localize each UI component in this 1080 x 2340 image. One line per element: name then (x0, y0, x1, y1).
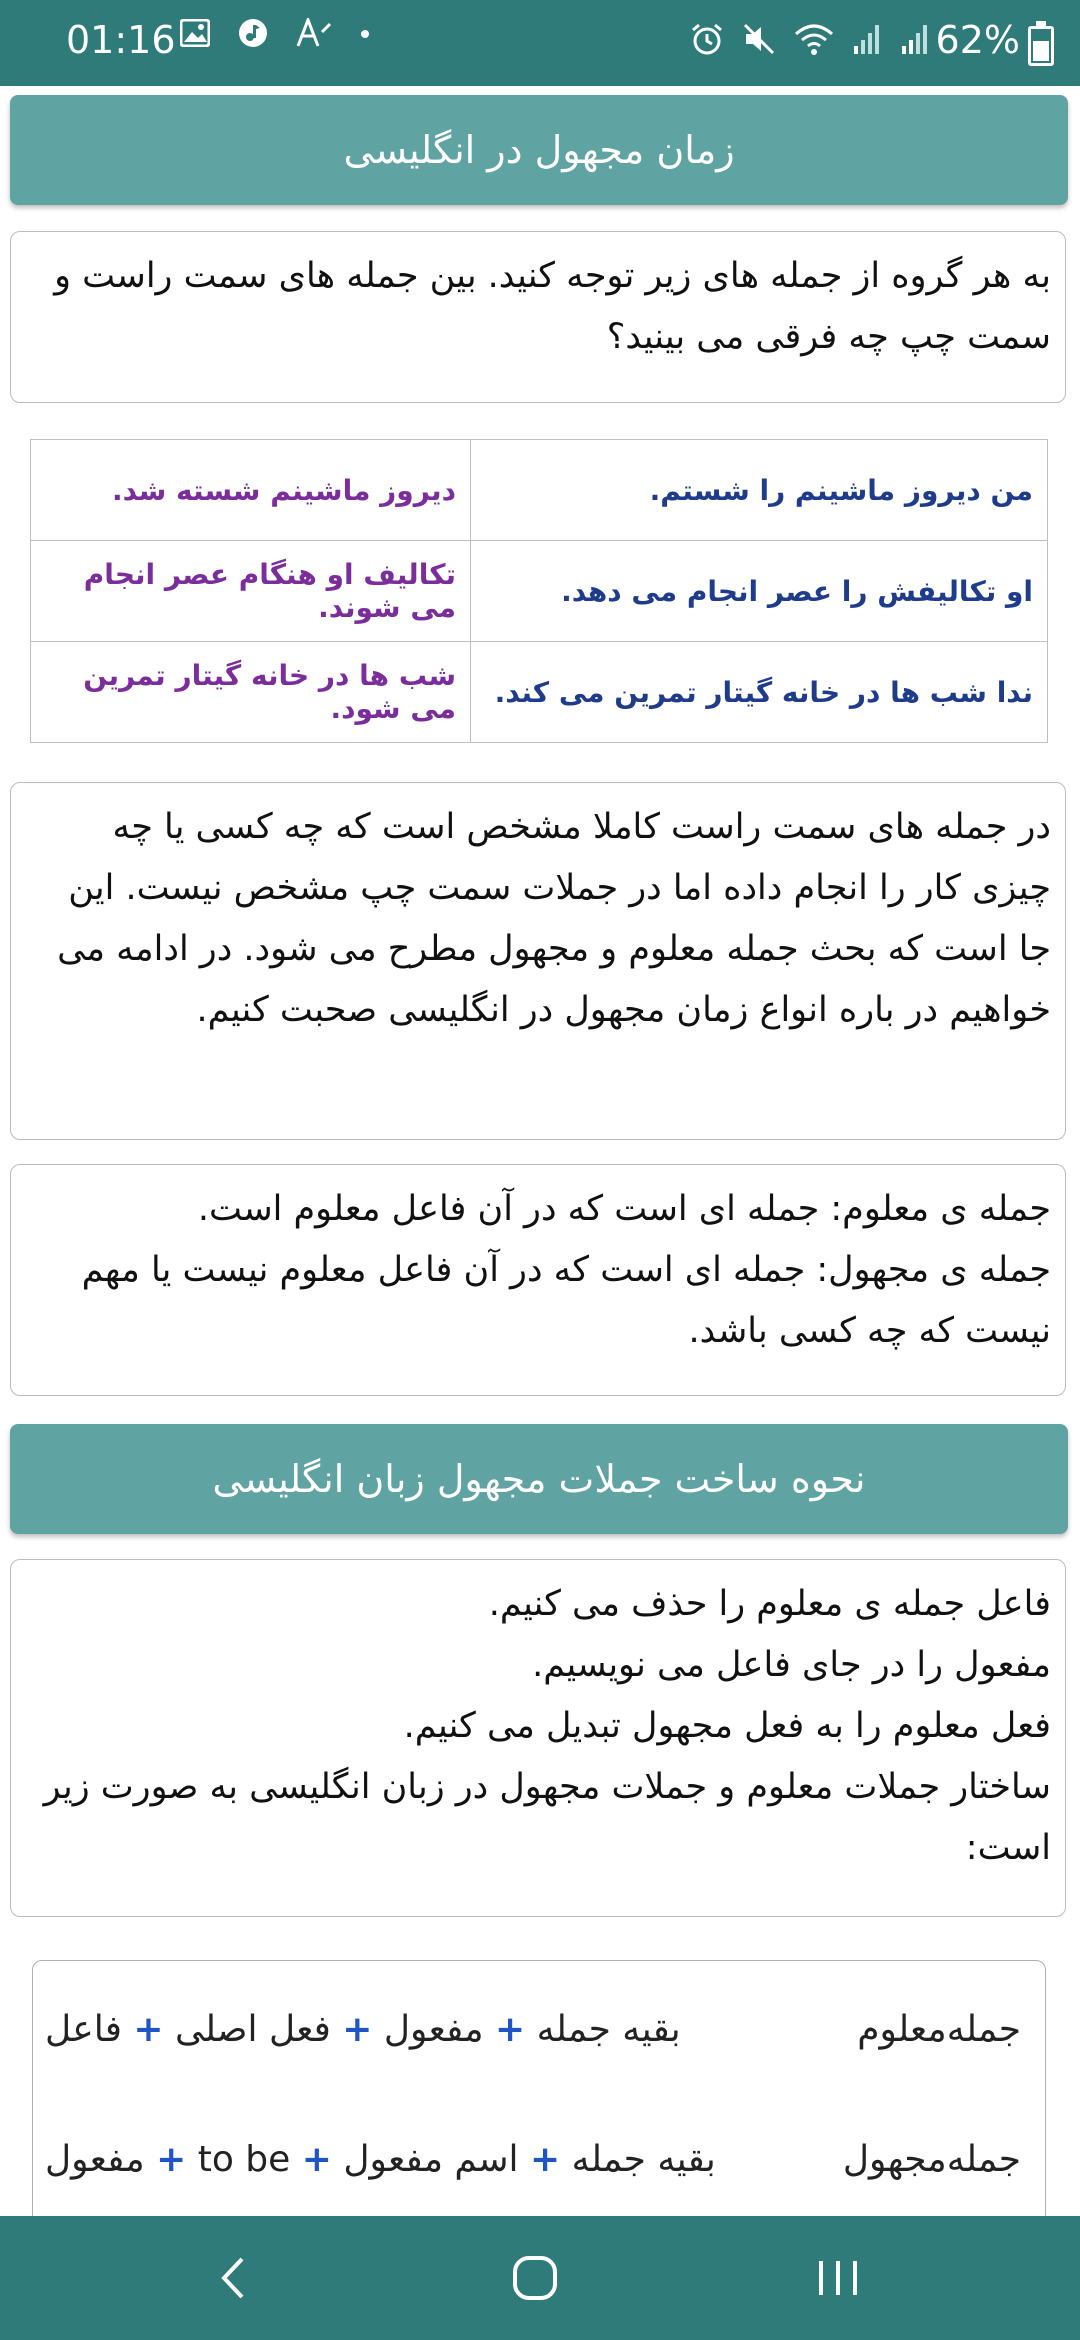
music-icon (238, 18, 268, 52)
back-button[interactable] (204, 2248, 264, 2308)
step-line: فعل معلوم را به فعل مجهول تبدیل می کنیم. (403, 1706, 1051, 1746)
plus-sign: + (133, 2009, 164, 2050)
intro-card (10, 231, 1066, 403)
step-line: مفعول را در جای فاعل می نویسیم. (532, 1645, 1051, 1685)
home-button[interactable] (505, 2248, 565, 2308)
step-line: فاعل جمله ی معلوم را حذف می کنیم. (488, 1584, 1051, 1624)
formula-box (32, 1960, 1046, 2216)
recents-button[interactable] (808, 2248, 868, 2308)
section-title: نحوه ساخت جملات مجهول زبان انگلیسی (10, 1424, 1068, 1534)
active-formula-label: جمله‌معلوم (857, 2009, 1021, 2050)
definitions-card (10, 1164, 1066, 1396)
formula-part-to-be: to be (197, 2139, 291, 2180)
active-sentence-cell: ندا شب ها در خانه گیتار تمرین می کند. (471, 642, 1048, 743)
back-icon (214, 2253, 254, 2303)
navigation-bar (0, 2216, 1080, 2340)
plus-sign: + (530, 2139, 561, 2180)
active-definition: جمله ی معلوم: جمله ای است که در آن فاعل معلوم است. (197, 1189, 1051, 1229)
examples-table-row (31, 642, 1048, 743)
steps-card (10, 1559, 1066, 1917)
page-title: زمان مجهول در انگلیسی (10, 95, 1068, 205)
plus-sign: + (301, 2139, 332, 2180)
active-sentence-cell: من دیروز ماشینم را شستم. (471, 440, 1048, 541)
passive-formula-row (33, 2139, 1045, 2199)
signal-icon (900, 22, 930, 60)
font-icon (296, 18, 332, 52)
article-content[interactable] (0, 86, 1080, 2216)
formula-part: بقیه جمله (536, 2009, 681, 2050)
alarm-icon (690, 22, 724, 60)
signal-icon (852, 22, 882, 60)
wifi-icon (794, 22, 834, 60)
explanation-text: در جمله های سمت راست کاملا مشخص است که چه کسی یا چه چیزی کار را انجام داده اما در جملات سمت چپ مشخص نیست. این جا است که بحث جمله معلوم و مجهول مطرح می شود. در ادامه می خواهیم در باره انواع زمان مجهول در انگلیسی صحبت کنیم. (57, 807, 1051, 1030)
plus-sign: + (494, 2009, 526, 2050)
recents-icon (813, 2253, 863, 2303)
passive-sentence-cell: شب ها در خانه گیتار تمرین می شود. (31, 642, 471, 743)
passive-formula (45, 2139, 716, 2180)
active-sentence-cell: او تکالیفش را عصر انجام می دهد. (471, 541, 1048, 642)
passive-definition: جمله ی مجهول: جمله ای است که در آن فاعل معلوم نیست یا مهم نیست که چه کسی باشد. (81, 1250, 1051, 1351)
formula-part: اسم مفعول (343, 2139, 519, 2180)
plus-sign: + (342, 2009, 373, 2050)
examples-table-row (31, 440, 1048, 541)
status-time: 01:16 (66, 18, 176, 62)
examples-table-row (31, 541, 1048, 642)
passive-sentence-cell: تکالیف او هنگام عصر انجام می شوند. (31, 541, 471, 642)
gallery-icon (180, 19, 210, 51)
passive-sentence-cell: دیروز ماشینم شسته شد. (31, 440, 471, 541)
formula-part: مفعول (45, 2139, 145, 2180)
formula-part: فاعل (45, 2009, 122, 2050)
active-formula (45, 2009, 681, 2050)
intro-text: به هر گروه از جمله های زیر توجه کنید. بین جمله های سمت راست و سمت چپ چه فرقی می بینید؟ (54, 256, 1051, 357)
dot-icon (360, 18, 370, 52)
battery-percent: 62% (935, 18, 1020, 62)
battery-icon (1028, 26, 1054, 66)
formula-part: بقیه جمله (571, 2139, 716, 2180)
step-line: ساختار جملات معلوم و جملات مجهول در زبان انگلیسی به صورت زیر است: (43, 1767, 1051, 1868)
plus-sign: + (156, 2139, 187, 2180)
home-icon (510, 2253, 560, 2303)
mute-icon (742, 22, 776, 60)
formula-part: فعل اصلی (175, 2009, 331, 2050)
active-formula-row (33, 2009, 1045, 2069)
passive-formula-label: جمله‌مجهول (842, 2139, 1021, 2180)
examples-table (30, 439, 1048, 743)
status-bar (0, 0, 1080, 86)
formula-part: مفعول (383, 2009, 484, 2050)
explanation-card (10, 782, 1066, 1140)
